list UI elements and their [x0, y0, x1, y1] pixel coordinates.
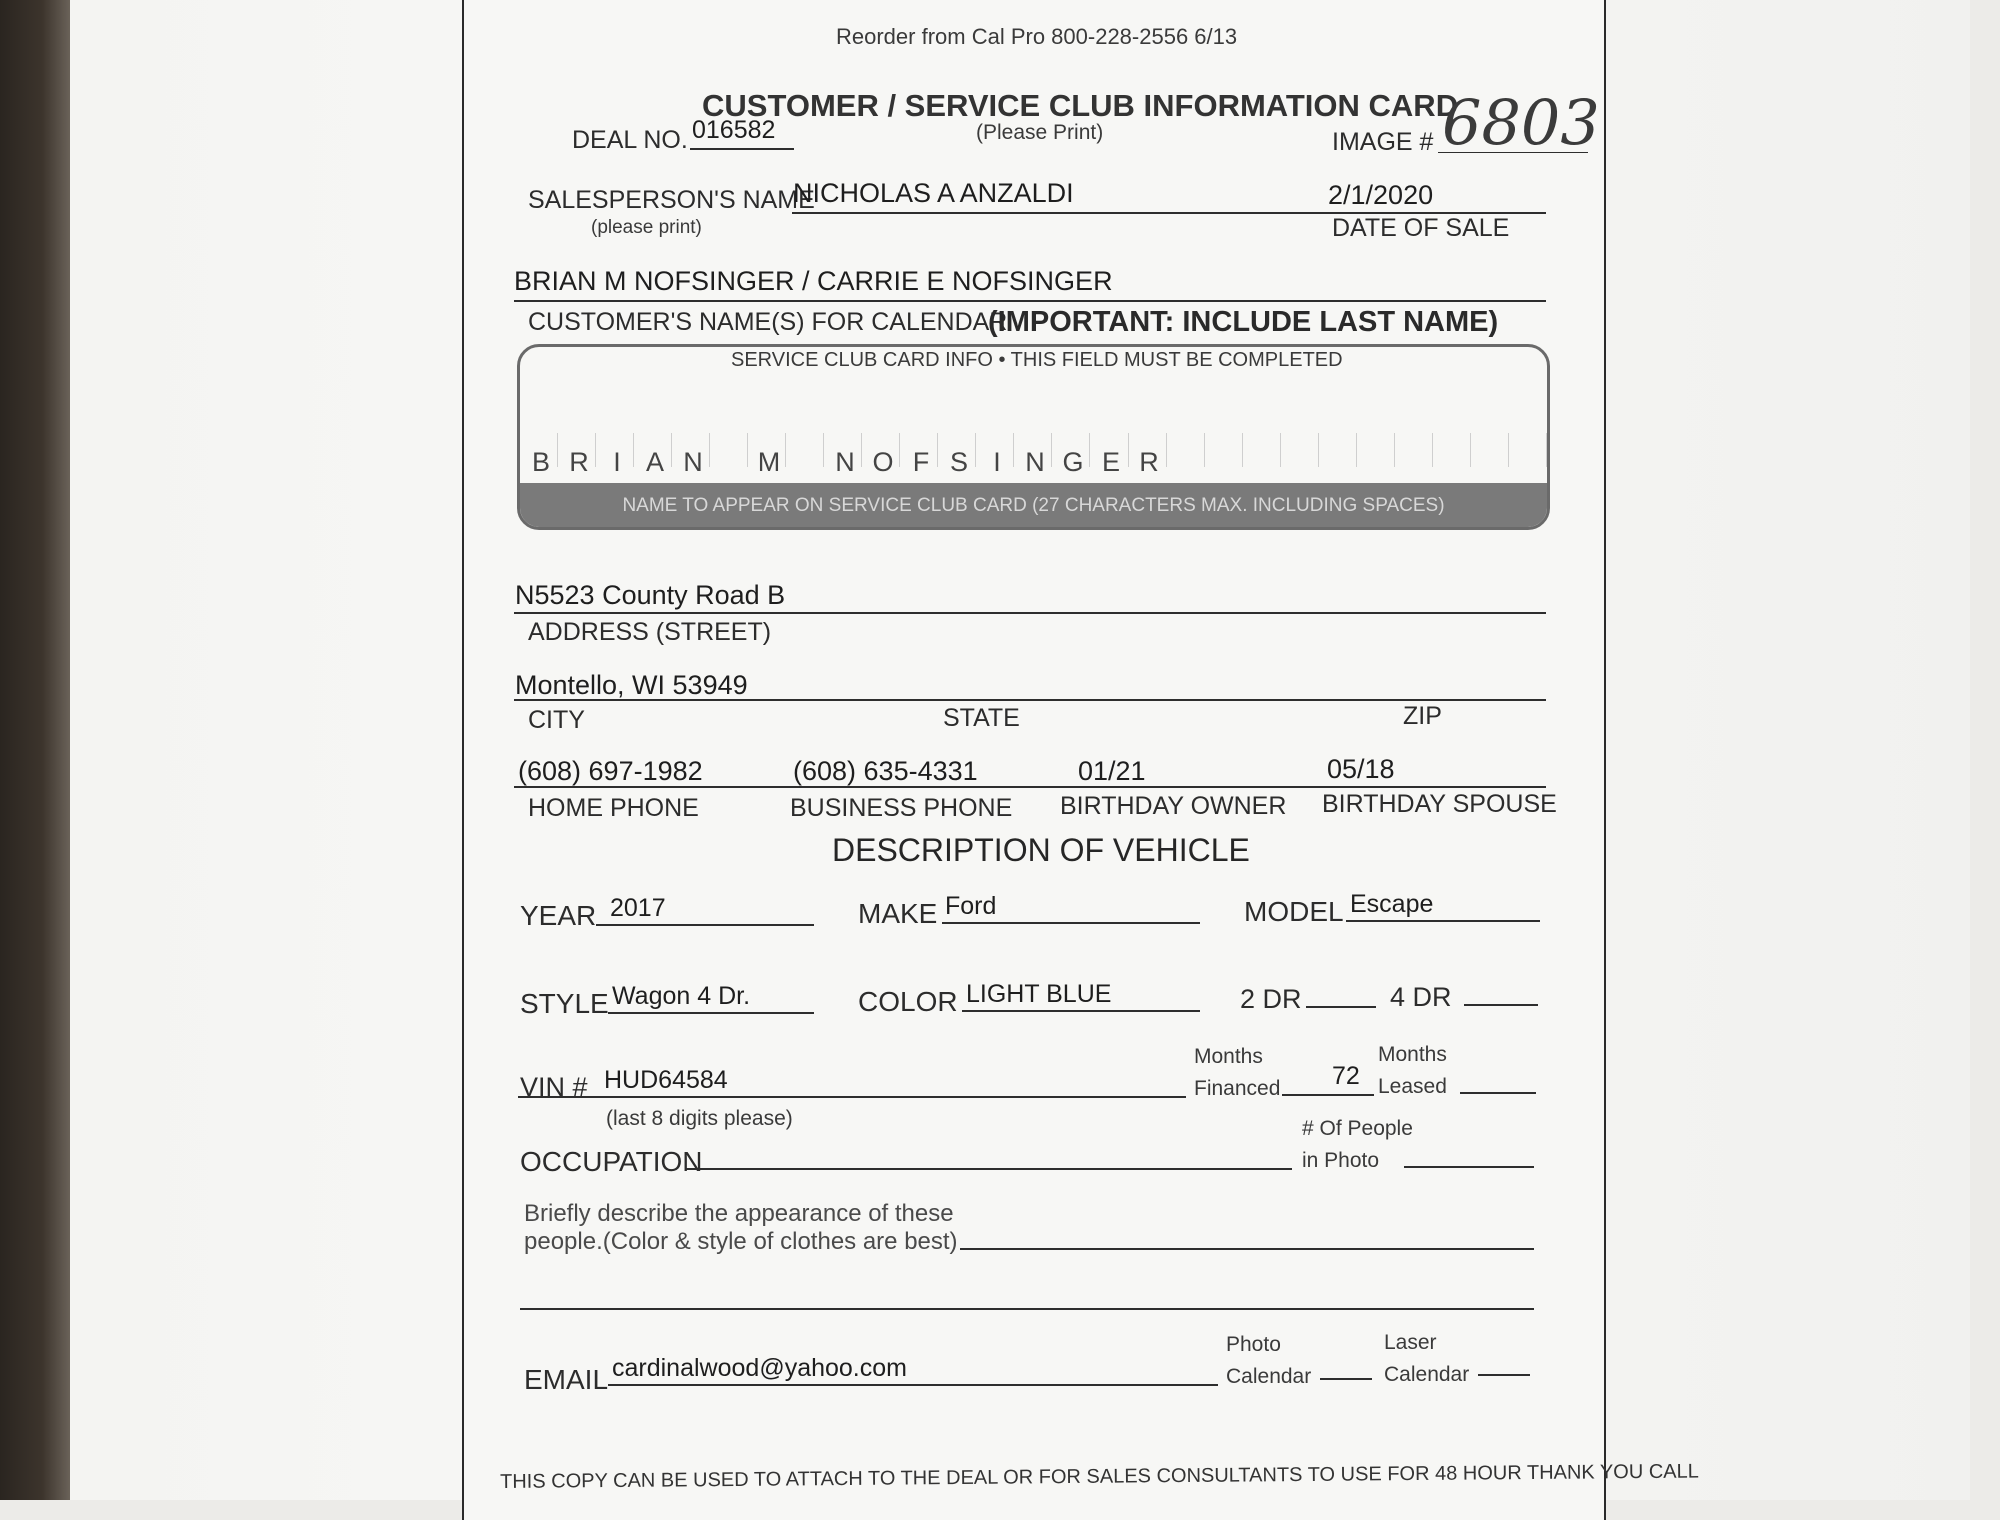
- two-door-line[interactable]: [1306, 1006, 1376, 1008]
- email-line: [608, 1384, 1218, 1386]
- card-char: N: [1025, 447, 1045, 477]
- laser-calendar-line[interactable]: [1478, 1374, 1530, 1376]
- months-leased-label-1: Months: [1378, 1043, 1447, 1066]
- color-label: COLOR: [858, 986, 958, 1017]
- people-in-photo-label-1: # Of People: [1302, 1117, 1413, 1140]
- make-value[interactable]: Ford: [945, 892, 997, 920]
- reorder-text: Reorder from Cal Pro 800-228-2556 6/13: [836, 24, 1238, 49]
- card-char: S: [949, 447, 968, 477]
- date-of-sale-value[interactable]: 2/1/2020: [1328, 180, 1434, 210]
- deal-no-line: [690, 148, 794, 150]
- card-char: N: [683, 447, 703, 477]
- card-char: A: [645, 447, 664, 477]
- customer-names-line: [514, 300, 1546, 302]
- vin-line: [518, 1096, 1186, 1098]
- home-phone-value[interactable]: (608) 697-1982: [518, 756, 703, 786]
- occupation-line[interactable]: [686, 1168, 1292, 1170]
- occupation-label: OCCUPATION: [520, 1146, 703, 1177]
- street-label: ADDRESS (STREET): [528, 618, 772, 646]
- service-card-name[interactable]: [522, 447, 1549, 478]
- birthday-spouse-value[interactable]: 05/18: [1327, 754, 1395, 784]
- four-door-line[interactable]: [1464, 1004, 1538, 1006]
- phones-line: [514, 786, 1546, 788]
- color-line: [962, 1010, 1200, 1012]
- please-print-note: (Please Print): [976, 121, 1104, 144]
- card-char: I: [613, 447, 621, 477]
- four-door-label: 4 DR: [1390, 982, 1452, 1012]
- city-state-zip-value[interactable]: Montello, WI 53949: [515, 670, 748, 700]
- card-char: I: [993, 447, 1001, 477]
- card-char: F: [912, 447, 930, 477]
- street-value[interactable]: N5523 County Road B: [515, 580, 786, 610]
- service-card-footer-band: [520, 483, 1547, 527]
- card-char: [788, 447, 826, 478]
- photo-calendar-label-2: Calendar: [1226, 1365, 1312, 1388]
- vin-label: VIN #: [520, 1072, 588, 1102]
- card-char: [712, 447, 750, 478]
- home-phone-label: HOME PHONE: [528, 794, 699, 822]
- image-no-value[interactable]: 6803: [1442, 86, 1600, 159]
- background-edge: [0, 0, 70, 1500]
- months-financed-line: [1282, 1094, 1374, 1096]
- year-value[interactable]: 2017: [610, 894, 666, 922]
- laser-calendar-label-2: Calendar: [1384, 1363, 1470, 1386]
- months-financed-label-2: Financed: [1194, 1077, 1281, 1100]
- birthday-spouse-label: BIRTHDAY SPOUSE: [1322, 790, 1557, 818]
- make-label: MAKE: [858, 898, 938, 929]
- vehicle-section-title: DESCRIPTION OF VEHICLE: [832, 832, 1250, 868]
- city-label: CITY: [528, 706, 585, 734]
- deal-no-label: DEAL NO.: [572, 126, 688, 154]
- form-title: CUSTOMER / SERVICE CLUB INFORMATION CARD: [702, 88, 1459, 123]
- card-char: N: [835, 447, 855, 477]
- state-label: STATE: [943, 704, 1020, 732]
- months-financed-label-1: Months: [1194, 1045, 1263, 1068]
- birthday-owner-value[interactable]: 01/21: [1078, 756, 1146, 786]
- business-phone-value[interactable]: (608) 635-4331: [793, 756, 978, 786]
- style-value[interactable]: Wagon 4 Dr.: [612, 982, 751, 1010]
- vin-note: (last 8 digits please): [606, 1107, 793, 1130]
- service-card-header: SERVICE CLUB CARD INFO • THIS FIELD MUST BE COMPLETED: [731, 349, 1343, 371]
- service-club-card-box: [517, 344, 1550, 530]
- deal-no-value[interactable]: 016582: [692, 116, 776, 144]
- color-value[interactable]: LIGHT BLUE: [966, 980, 1112, 1008]
- image-no-label: IMAGE #: [1332, 128, 1434, 156]
- card-char: G: [1062, 447, 1084, 477]
- zip-label: ZIP: [1403, 702, 1442, 730]
- months-financed-value[interactable]: 72: [1332, 1062, 1360, 1090]
- business-phone-label: BUSINESS PHONE: [790, 794, 1013, 822]
- salesperson-label: SALESPERSON'S NAME: [528, 186, 815, 214]
- describe-line-2[interactable]: [520, 1308, 1534, 1310]
- salesperson-value[interactable]: NICHOLAS A ANZALDI: [793, 178, 1074, 208]
- email-label: EMAIL: [524, 1364, 609, 1395]
- model-line: [1346, 920, 1540, 922]
- style-line: [608, 1012, 814, 1014]
- model-label: MODEL: [1244, 896, 1344, 927]
- date-of-sale-label: DATE OF SALE: [1332, 214, 1510, 242]
- service-card-footer: NAME TO APPEAR ON SERVICE CLUB CARD (27 CHARACTERS MAX. INCLUDING SPACES): [622, 495, 1445, 516]
- laser-calendar-label-1: Laser: [1384, 1331, 1437, 1354]
- customer-names-value[interactable]: BRIAN M NOFSINGER / CARRIE E NOFSINGER: [514, 266, 1113, 296]
- image-no-line: [1438, 152, 1588, 153]
- vin-value[interactable]: HUD64584: [604, 1066, 728, 1094]
- card-char: R: [1139, 447, 1159, 477]
- months-leased-label-2: Leased: [1378, 1075, 1447, 1098]
- make-line: [942, 922, 1200, 924]
- describe-label-1: Briefly describe the appearance of these: [524, 1200, 954, 1227]
- two-door-label: 2 DR: [1240, 984, 1302, 1014]
- card-char: R: [569, 447, 589, 477]
- year-label: YEAR: [520, 900, 597, 931]
- card-char: O: [872, 447, 894, 477]
- describe-label-2: people.(Color & style of clothes are best): [524, 1228, 958, 1255]
- months-leased-line[interactable]: [1460, 1092, 1536, 1094]
- photo-calendar-label-1: Photo: [1226, 1333, 1281, 1356]
- important-note: (IMPORTANT: INCLUDE LAST NAME): [988, 306, 1499, 338]
- customer-names-label: CUSTOMER'S NAME(S) FOR CALENDAR: [528, 308, 1008, 336]
- people-in-photo-label-2: in Photo: [1302, 1149, 1380, 1172]
- city-line: [514, 699, 1546, 701]
- card-char: E: [1101, 447, 1120, 477]
- style-label: STYLE: [520, 988, 609, 1019]
- describe-line-1[interactable]: [960, 1248, 1534, 1250]
- card-char: M: [757, 447, 781, 477]
- street-line: [514, 612, 1546, 614]
- birthday-owner-label: BIRTHDAY OWNER: [1060, 792, 1287, 820]
- year-line: [596, 924, 814, 926]
- form-footer: THIS COPY CAN BE USED TO ATTACH TO THE DEAL OR FOR SALES CONSULTANTS TO USE FOR 48 HOUR THANK YOU CALL: [499, 1460, 1699, 1493]
- model-value[interactable]: Escape: [1350, 890, 1434, 918]
- people-in-photo-line[interactable]: [1404, 1166, 1534, 1168]
- photo-calendar-line[interactable]: [1320, 1378, 1372, 1380]
- card-char: B: [531, 447, 550, 477]
- email-value[interactable]: cardinalwood@yahoo.com: [612, 1354, 907, 1382]
- salesperson-note: (please print): [591, 217, 702, 238]
